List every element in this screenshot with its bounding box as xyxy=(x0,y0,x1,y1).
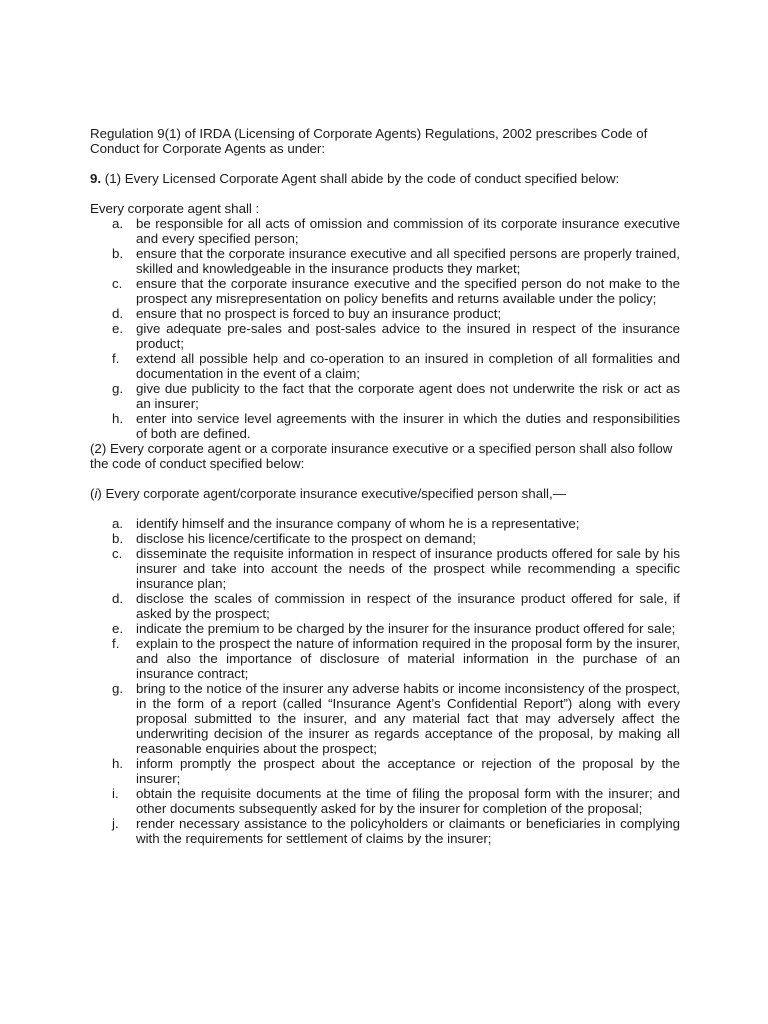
list-item-text: disclose his licence/certificate to the prospect on demand; xyxy=(136,531,476,546)
list-item-text: be responsible for all acts of omission and commission of its corporate insurance executive and every specified person; xyxy=(136,216,680,246)
list-marker: h. xyxy=(112,756,124,771)
list-marker: c. xyxy=(112,276,123,291)
list-item-text: give due publicity to the fact that the corporate agent does not underwrite the risk or act as an insurer; xyxy=(136,381,680,411)
list-item-text: give adequate pre-sales and post-sales advice to the insured in respect of the insurance product; xyxy=(136,321,680,351)
list-marker: a. xyxy=(112,216,124,231)
list-item-text: render necessary assistance to the policyholders or claimants or beneficiaries in complying with the requirements for settlement of claims by the insurer; xyxy=(136,816,680,846)
list-item xyxy=(90,816,680,846)
list-marker: j. xyxy=(112,816,119,831)
list-item-text: inform promptly the prospect about the acceptance or rejection of the proposal by the insurer; xyxy=(136,756,680,786)
list-marker: d. xyxy=(112,306,124,321)
spacer xyxy=(90,501,680,516)
list-item xyxy=(90,636,680,681)
list-item xyxy=(90,786,680,816)
list-item xyxy=(90,351,680,381)
list-item xyxy=(90,246,680,276)
sub-clause-numeral: i xyxy=(94,486,98,501)
list-item-text: indicate the premium to be charged by the insurer for the insurance product offered for sale; xyxy=(136,621,676,636)
list-marker: b. xyxy=(112,246,124,261)
list-item-text: bring to the notice of the insurer any adverse habits or income inconsistency of the prospect, in the form of a report (called “Insurance Agent’s Confidential Report”) along with every proposal submitted to the insurer, and any material fact that may adversely affect the underwriting decision of the insurer as regards acceptance of the proposal, by making all reasonable enquiries about the prospect; xyxy=(136,681,680,756)
list-marker: i. xyxy=(112,786,119,801)
list-item xyxy=(90,516,680,531)
list-item xyxy=(90,546,680,591)
list-item xyxy=(90,756,680,786)
executive-duties-list xyxy=(90,516,680,846)
list-marker: g. xyxy=(112,681,124,696)
paragraph-2: (2) Every corporate agent or a corporate insurance executive or a specified person shall also follow the code of conduct specified below: xyxy=(90,441,673,471)
list-marker: e. xyxy=(112,621,124,636)
list-item xyxy=(90,681,680,756)
list-item xyxy=(90,321,680,351)
intro-paragraph: Regulation 9(1) of IRDA (Licensing of Corporate Agents) Regulations, 2002 prescribes Code of Conduct for Corporate Agents as under: xyxy=(90,126,648,156)
list-item xyxy=(90,306,680,321)
list-item xyxy=(90,531,680,546)
list-item xyxy=(90,591,680,621)
list-marker: d. xyxy=(112,591,124,606)
section-heading xyxy=(90,171,680,186)
sub-clause-text: ) Every corporate agent/corporate insurance executive/specified person shall,— xyxy=(97,486,566,501)
agent-duties-list xyxy=(90,216,680,441)
spacer xyxy=(90,186,680,201)
list-marker: c. xyxy=(112,546,123,561)
list-item-text: disseminate the requisite information in respect of insurance products offered for sale by his insurer and take into account the needs of the prospect while recommending a specific insurance plan; xyxy=(136,546,680,591)
spacer xyxy=(90,156,680,171)
list-marker: b. xyxy=(112,531,124,546)
spacer xyxy=(90,471,680,486)
list-item xyxy=(90,381,680,411)
sub-clause-open: ( xyxy=(90,486,95,501)
section-number: 9. xyxy=(90,171,102,186)
list-item-text: explain to the prospect the nature of information required in the proposal form by the insurer, and also the importance of disclosure of material information in the purchase of an insurance contract; xyxy=(136,636,680,681)
list-item-text: obtain the requisite documents at the time of filing the proposal form with the insurer; and other documents subsequently asked for by the insurer for completion of the proposal; xyxy=(136,786,680,816)
list-item-text: identify himself and the insurance company of whom he is a representative; xyxy=(136,516,580,531)
list1-intro: Every corporate agent shall : xyxy=(90,201,260,216)
list-item-text: ensure that no prospect is forced to buy an insurance product; xyxy=(136,306,502,321)
section-text: (1) Every Licensed Corporate Agent shall abide by the code of conduct specified below: xyxy=(104,171,620,186)
document-body xyxy=(90,126,680,846)
list-item-text: ensure that the corporate insurance executive and the specified person do not make to the prospect any misrepresentation on policy benefits and returns available under the policy; xyxy=(136,276,680,306)
list-marker: h. xyxy=(112,411,124,426)
list-marker: a. xyxy=(112,516,124,531)
list-item-text: extend all possible help and co-operation to an insured in completion of all formalities and documentation in the event of a claim; xyxy=(136,351,680,381)
list-marker: f. xyxy=(112,636,120,651)
list-item xyxy=(90,216,680,246)
list-marker: g. xyxy=(112,381,124,396)
list-item-text: ensure that the corporate insurance executive and all specified persons are properly trained, skilled and knowledgeable in the insurance products they market; xyxy=(136,246,680,276)
sub-clause-heading xyxy=(90,486,680,501)
list-marker: f. xyxy=(112,351,120,366)
list-marker: e. xyxy=(112,321,124,336)
list-item-text: disclose the scales of commission in respect of the insurance product offered for sale, if asked by the prospect; xyxy=(136,591,680,621)
list-item xyxy=(90,621,680,636)
list-item-text: enter into service level agreements with the insurer in which the duties and responsibilities of both are defined. xyxy=(136,411,680,441)
list-item xyxy=(90,411,680,441)
list-item xyxy=(90,276,680,306)
